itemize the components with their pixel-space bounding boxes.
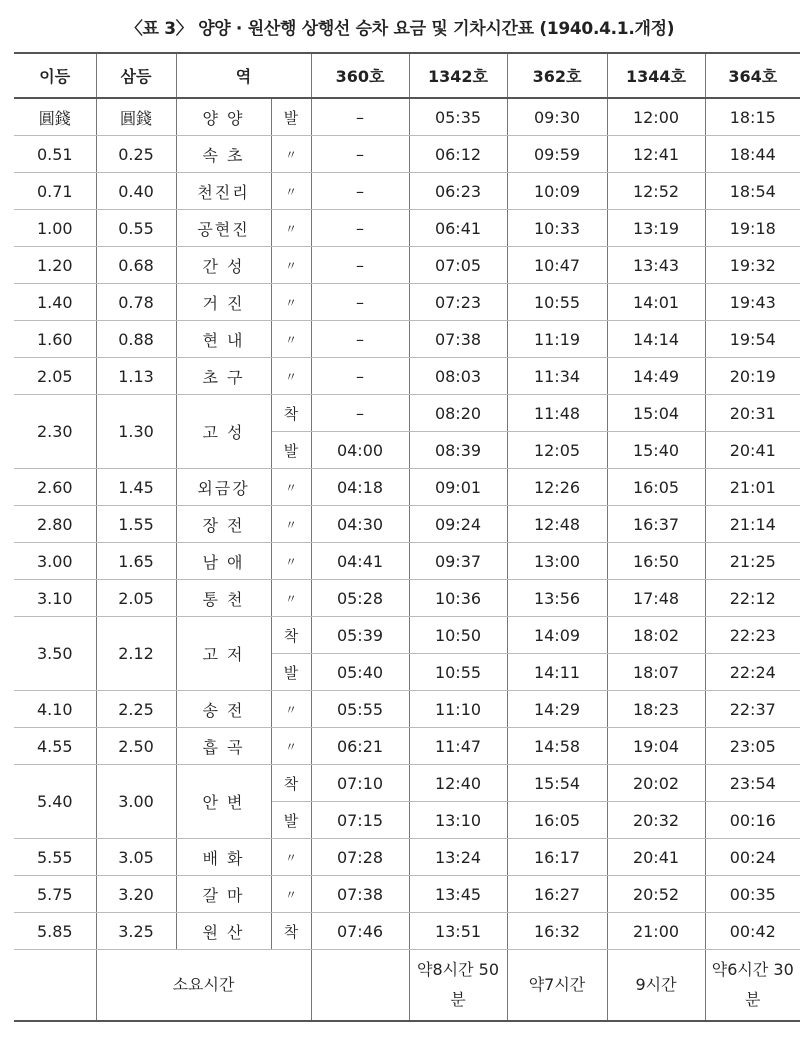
time-cell: 13:19	[607, 210, 705, 247]
time-cell: 19:32	[705, 247, 800, 284]
time-cell: 21:01	[705, 469, 800, 506]
time-cell: –	[311, 98, 409, 136]
time-cell: 14:14	[607, 321, 705, 358]
time-cell: 16:50	[607, 543, 705, 580]
fare-third-class: 0.88	[96, 321, 176, 358]
time-cell: 14:01	[607, 284, 705, 321]
time-cell: 22:24	[705, 654, 800, 691]
time-cell: 10:09	[507, 173, 607, 210]
time-cell: –	[311, 284, 409, 321]
time-cell: 09:24	[409, 506, 507, 543]
time-cell: 14:11	[507, 654, 607, 691]
fare-third-class: 3.20	[96, 876, 176, 913]
fare-second-class: 2.80	[14, 506, 96, 543]
direction-mark: 착	[271, 617, 311, 654]
direction-mark: 〃	[271, 506, 311, 543]
time-cell: 16:32	[507, 913, 607, 950]
time-cell: 08:20	[409, 395, 507, 432]
header-train-360: 360호	[311, 53, 409, 98]
direction-mark: 〃	[271, 284, 311, 321]
direction-mark: 착	[271, 395, 311, 432]
time-cell: 13:56	[507, 580, 607, 617]
time-cell: 18:54	[705, 173, 800, 210]
fare-second-class: 2.30	[14, 395, 96, 469]
time-cell: 13:00	[507, 543, 607, 580]
time-cell: –	[311, 173, 409, 210]
time-cell: 14:29	[507, 691, 607, 728]
time-cell: 13:43	[607, 247, 705, 284]
time-cell: 08:03	[409, 358, 507, 395]
fare-third-class: 1.55	[96, 506, 176, 543]
time-cell: 11:34	[507, 358, 607, 395]
time-cell: –	[311, 210, 409, 247]
time-cell: 20:41	[607, 839, 705, 876]
table-row	[14, 506, 800, 543]
time-cell: 04:00	[311, 432, 409, 469]
station-name: 통 천	[176, 580, 271, 617]
fare-second-class: 3.00	[14, 543, 96, 580]
fare-third-class: 3.00	[96, 765, 176, 839]
time-cell: 19:54	[705, 321, 800, 358]
time-cell: 09:30	[507, 98, 607, 136]
direction-mark: 〃	[271, 543, 311, 580]
fare-third-class: 2.12	[96, 617, 176, 691]
time-cell: –	[311, 247, 409, 284]
time-cell: 11:47	[409, 728, 507, 765]
time-cell: 12:26	[507, 469, 607, 506]
timetable	[14, 52, 800, 1022]
header-train-1342: 1342호	[409, 53, 507, 98]
direction-mark: 발	[271, 98, 311, 136]
time-cell: 00:42	[705, 913, 800, 950]
duration-1342: 약8시간 50분	[409, 950, 507, 1022]
table-row	[14, 321, 800, 358]
fare-third-class: 0.55	[96, 210, 176, 247]
time-cell: –	[311, 321, 409, 358]
time-cell: 07:15	[311, 802, 409, 839]
time-cell: 05:28	[311, 580, 409, 617]
time-cell: 14:09	[507, 617, 607, 654]
time-cell: –	[311, 358, 409, 395]
time-cell: 04:30	[311, 506, 409, 543]
time-cell: 15:54	[507, 765, 607, 802]
time-cell: 19:18	[705, 210, 800, 247]
fare-third-class: 1.30	[96, 395, 176, 469]
fare-second-class: 1.40	[14, 284, 96, 321]
direction-mark: 〃	[271, 173, 311, 210]
time-cell: 22:37	[705, 691, 800, 728]
fare-third-class: 3.05	[96, 839, 176, 876]
direction-mark: 〃	[271, 358, 311, 395]
time-cell: 12:52	[607, 173, 705, 210]
time-cell: 12:48	[507, 506, 607, 543]
time-cell: 07:38	[311, 876, 409, 913]
header-second-class: 이등	[14, 53, 96, 98]
time-cell: 07:10	[311, 765, 409, 802]
timetable-body	[14, 98, 800, 950]
fare-third-class: 3.25	[96, 913, 176, 950]
time-cell: 09:37	[409, 543, 507, 580]
fare-third-class: 1.13	[96, 358, 176, 395]
fare-second-class: 0.71	[14, 173, 96, 210]
station-name: 천진리	[176, 173, 271, 210]
time-cell: –	[311, 395, 409, 432]
direction-mark: 발	[271, 432, 311, 469]
time-cell: 11:10	[409, 691, 507, 728]
time-cell: 10:55	[507, 284, 607, 321]
time-cell: 16:17	[507, 839, 607, 876]
time-cell: 13:45	[409, 876, 507, 913]
table-row	[14, 210, 800, 247]
direction-mark: 〃	[271, 728, 311, 765]
time-cell: 12:00	[607, 98, 705, 136]
time-cell: 11:48	[507, 395, 607, 432]
table-row	[14, 765, 800, 802]
station-name: 간 성	[176, 247, 271, 284]
time-cell: 10:47	[507, 247, 607, 284]
table-row	[14, 580, 800, 617]
time-cell: 04:41	[311, 543, 409, 580]
table-row	[14, 691, 800, 728]
time-cell: 20:41	[705, 432, 800, 469]
fare-second-class: 2.05	[14, 358, 96, 395]
station-name: 현 내	[176, 321, 271, 358]
station-name: 속 초	[176, 136, 271, 173]
table-row	[14, 543, 800, 580]
station-name: 고 저	[176, 617, 271, 691]
time-cell: 06:12	[409, 136, 507, 173]
table-row	[14, 617, 800, 654]
direction-mark: 〃	[271, 210, 311, 247]
header-train-364: 364호	[705, 53, 800, 98]
time-cell: 19:43	[705, 284, 800, 321]
fare-second-class: 4.10	[14, 691, 96, 728]
direction-mark: 〃	[271, 876, 311, 913]
time-cell: 20:19	[705, 358, 800, 395]
direction-mark: 〃	[271, 321, 311, 358]
table-row	[14, 98, 800, 136]
table-row	[14, 839, 800, 876]
time-cell: 00:24	[705, 839, 800, 876]
table-row	[14, 173, 800, 210]
fare-second-class: 2.60	[14, 469, 96, 506]
table-row	[14, 876, 800, 913]
fare-second-class: 1.20	[14, 247, 96, 284]
time-cell: 09:59	[507, 136, 607, 173]
direction-mark: 발	[271, 654, 311, 691]
fare-second-class: 0.51	[14, 136, 96, 173]
time-cell: 12:41	[607, 136, 705, 173]
time-cell: 05:40	[311, 654, 409, 691]
direction-mark: 착	[271, 913, 311, 950]
time-cell: 00:16	[705, 802, 800, 839]
table-row	[14, 469, 800, 506]
duration-362: 약7시간	[507, 950, 607, 1022]
direction-mark: 〃	[271, 580, 311, 617]
station-name: 배 화	[176, 839, 271, 876]
duration-364: 약6시간 30분	[705, 950, 800, 1022]
direction-mark: 〃	[271, 247, 311, 284]
time-cell: 20:52	[607, 876, 705, 913]
fare-second-class: 3.50	[14, 617, 96, 691]
time-cell: 20:32	[607, 802, 705, 839]
time-cell: 18:07	[607, 654, 705, 691]
time-cell: 06:41	[409, 210, 507, 247]
header-row	[14, 53, 800, 98]
fare-third-class: 0.78	[96, 284, 176, 321]
table-row	[14, 136, 800, 173]
fare-third-class: 1.45	[96, 469, 176, 506]
station-name: 원 산	[176, 913, 271, 950]
station-name: 초 구	[176, 358, 271, 395]
time-cell: 10:36	[409, 580, 507, 617]
table-row	[14, 284, 800, 321]
station-name: 공현진	[176, 210, 271, 247]
time-cell: 12:40	[409, 765, 507, 802]
time-cell: 18:15	[705, 98, 800, 136]
table-row	[14, 358, 800, 395]
duration-360	[311, 950, 409, 1022]
table-row	[14, 247, 800, 284]
station-name: 고 성	[176, 395, 271, 469]
time-cell: 22:12	[705, 580, 800, 617]
time-cell: 21:00	[607, 913, 705, 950]
fare-second-class: 1.60	[14, 321, 96, 358]
direction-mark: 〃	[271, 839, 311, 876]
station-name: 외금강	[176, 469, 271, 506]
table-row	[14, 728, 800, 765]
time-cell: 14:49	[607, 358, 705, 395]
fare-third-class: 2.05	[96, 580, 176, 617]
time-cell: 16:37	[607, 506, 705, 543]
time-cell: 14:58	[507, 728, 607, 765]
station-name: 남 애	[176, 543, 271, 580]
time-cell: 16:27	[507, 876, 607, 913]
header-station: 역	[176, 53, 311, 98]
duration-1344: 9시간	[607, 950, 705, 1022]
direction-mark: 〃	[271, 691, 311, 728]
fare-third-class: 0.40	[96, 173, 176, 210]
duration-row	[14, 950, 800, 1022]
duration-label: 소요시간	[96, 950, 311, 1022]
fare-second-class: 5.85	[14, 913, 96, 950]
time-cell: –	[311, 136, 409, 173]
fare-second-class: 5.55	[14, 839, 96, 876]
time-cell: 16:05	[607, 469, 705, 506]
time-cell: 00:35	[705, 876, 800, 913]
time-cell: 21:25	[705, 543, 800, 580]
time-cell: 07:46	[311, 913, 409, 950]
time-cell: 10:33	[507, 210, 607, 247]
fare-third-class: 1.65	[96, 543, 176, 580]
time-cell: 18:02	[607, 617, 705, 654]
time-cell: 11:19	[507, 321, 607, 358]
fare-second-class: 4.55	[14, 728, 96, 765]
time-cell: 13:24	[409, 839, 507, 876]
time-cell: 23:54	[705, 765, 800, 802]
station-name: 장 전	[176, 506, 271, 543]
time-cell: 21:14	[705, 506, 800, 543]
station-name: 흡 곡	[176, 728, 271, 765]
time-cell: 05:35	[409, 98, 507, 136]
time-cell: 15:40	[607, 432, 705, 469]
time-cell: 08:39	[409, 432, 507, 469]
footer-empty	[14, 950, 96, 1022]
fare-third-class: 2.50	[96, 728, 176, 765]
time-cell: 18:44	[705, 136, 800, 173]
fare-second-class: 圓錢	[14, 98, 96, 136]
station-name: 송 전	[176, 691, 271, 728]
fare-third-class: 2.25	[96, 691, 176, 728]
time-cell: 05:55	[311, 691, 409, 728]
table-row	[14, 395, 800, 432]
time-cell: 04:18	[311, 469, 409, 506]
time-cell: 10:50	[409, 617, 507, 654]
time-cell: 06:23	[409, 173, 507, 210]
fare-third-class: 圓錢	[96, 98, 176, 136]
time-cell: 18:23	[607, 691, 705, 728]
time-cell: 16:05	[507, 802, 607, 839]
time-cell: 13:10	[409, 802, 507, 839]
station-name: 안 변	[176, 765, 271, 839]
header-train-1344: 1344호	[607, 53, 705, 98]
direction-mark: 〃	[271, 469, 311, 506]
table-row	[14, 913, 800, 950]
header-train-362: 362호	[507, 53, 607, 98]
direction-mark: 〃	[271, 136, 311, 173]
time-cell: 12:05	[507, 432, 607, 469]
direction-mark: 발	[271, 802, 311, 839]
time-cell: 20:31	[705, 395, 800, 432]
time-cell: 07:38	[409, 321, 507, 358]
fare-second-class: 3.10	[14, 580, 96, 617]
fare-third-class: 0.25	[96, 136, 176, 173]
table-title: 〈표 3〉 양양 · 원산행 상행선 승차 요금 및 기차시간표 (1940.4.1.개정)	[125, 19, 675, 39]
station-name: 거 진	[176, 284, 271, 321]
time-cell: 10:55	[409, 654, 507, 691]
station-name: 갈 마	[176, 876, 271, 913]
time-cell: 15:04	[607, 395, 705, 432]
time-cell: 07:23	[409, 284, 507, 321]
fare-second-class: 1.00	[14, 210, 96, 247]
time-cell: 13:51	[409, 913, 507, 950]
station-name: 양 양	[176, 98, 271, 136]
time-cell: 20:02	[607, 765, 705, 802]
fare-third-class: 0.68	[96, 247, 176, 284]
fare-second-class: 5.75	[14, 876, 96, 913]
time-cell: 05:39	[311, 617, 409, 654]
time-cell: 17:48	[607, 580, 705, 617]
fare-second-class: 5.40	[14, 765, 96, 839]
header-third-class: 삼등	[96, 53, 176, 98]
time-cell: 06:21	[311, 728, 409, 765]
time-cell: 22:23	[705, 617, 800, 654]
time-cell: 19:04	[607, 728, 705, 765]
direction-mark: 착	[271, 765, 311, 802]
time-cell: 23:05	[705, 728, 800, 765]
time-cell: 07:05	[409, 247, 507, 284]
time-cell: 09:01	[409, 469, 507, 506]
time-cell: 07:28	[311, 839, 409, 876]
